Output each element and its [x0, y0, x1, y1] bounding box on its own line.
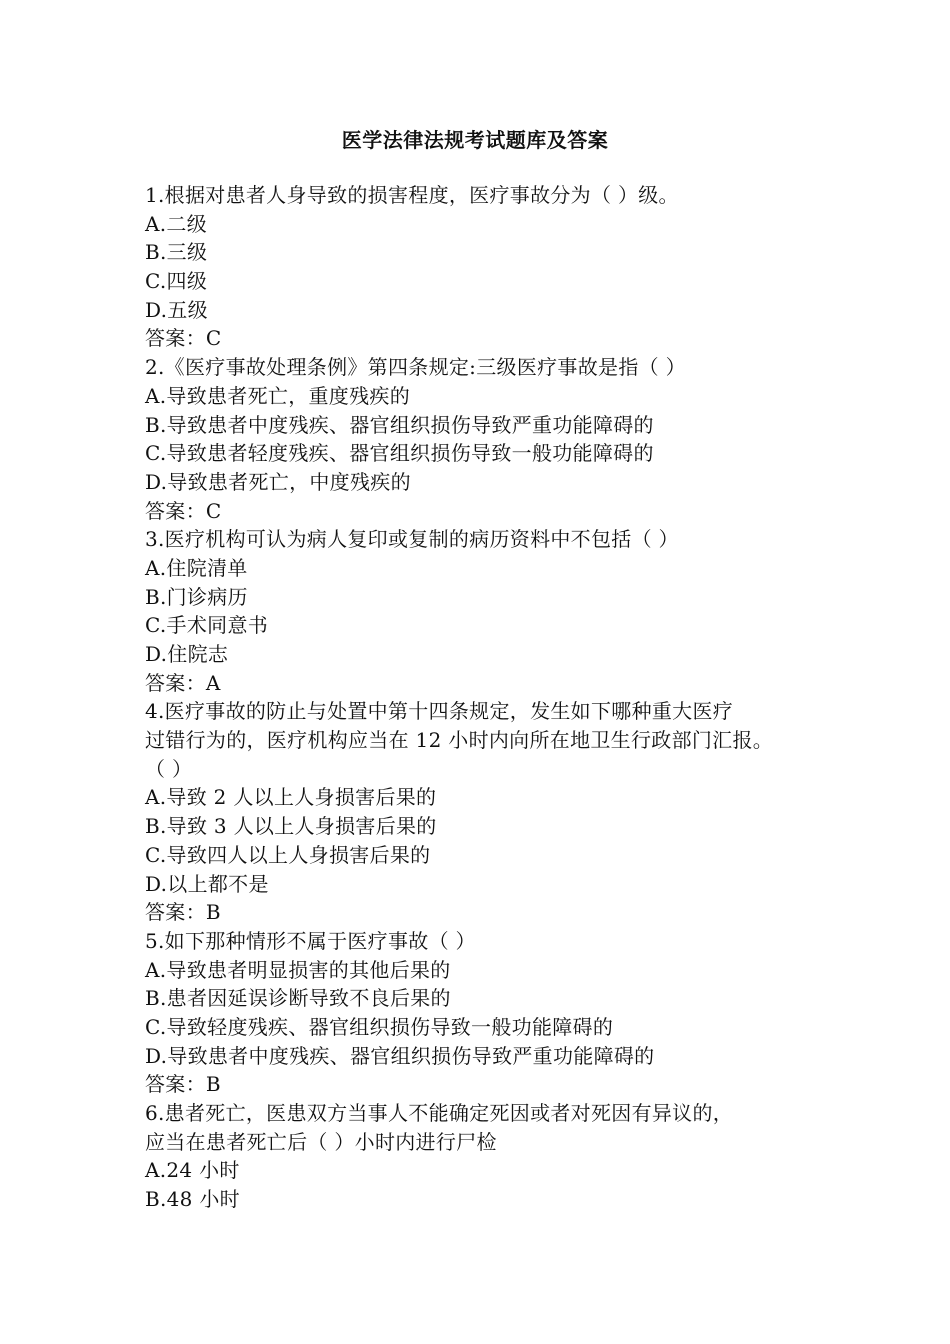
option-b: B.48 小时 [145, 1187, 240, 1212]
question-stem-continued: （ ） [145, 756, 193, 781]
option-a: A.导致患者明显损害的其他后果的 [145, 957, 451, 982]
option-a: A.导致患者死亡，重度残疾的 [145, 383, 411, 408]
option-d: D.以上都不是 [145, 871, 269, 896]
option-b: B.导致 3 人以上人身损害后果的 [145, 814, 437, 839]
question-2 [145, 353, 835, 525]
option-a: A.导致 2 人以上人身损害后果的 [145, 785, 437, 810]
question-stem: 5.如下那种情形不属于医疗事故（ ） [145, 928, 476, 953]
question-stem-continued: 应当在患者死亡后（ ）小时内进行尸检 [145, 1129, 497, 1154]
option-b: B.三级 [145, 240, 208, 265]
option-a: A.二级 [145, 211, 208, 236]
option-d: D.五级 [145, 297, 208, 322]
question-stem: 6.患者死亡，医患双方当事人不能确定死因或者对死因有异议的， [145, 1101, 734, 1125]
answer: 答案：B [145, 900, 221, 925]
option-c: C.手术同意书 [145, 613, 269, 638]
answer: 答案：A [145, 670, 221, 695]
question-stem: 3.医疗机构可认为病人复印或复制的病历资料中不包括（ ） [145, 527, 679, 552]
question-5 [145, 927, 835, 1099]
question-stem: 1.根据对患者人身导致的损害程度，医疗事故分为（ ）级。 [145, 183, 679, 207]
answer: 答案：C [145, 498, 222, 523]
question-stem: 4.医疗事故的防止与处置中第十四条规定，发生如下哪种重大医疗 [145, 699, 734, 724]
answer: 答案：C [145, 326, 222, 351]
option-a: A.24 小时 [145, 1158, 240, 1183]
question-3 [145, 525, 835, 697]
question-stem-continued: 过错行为的，医疗机构应当在 12 小时内向所在地卫生行政部门汇报。 [145, 728, 774, 753]
option-c: C.四级 [145, 269, 208, 294]
option-b: B.导致患者中度残疾、器官组织损伤导致严重功能障碍的 [145, 412, 654, 437]
option-c: C.导致四人以上人身损害后果的 [145, 842, 431, 867]
question-stem: 2.《医疗事故处理条例》第四条规定:三级医疗事故是指（ ） [145, 355, 686, 380]
option-b: B.门诊病历 [145, 584, 248, 609]
question-4 [145, 697, 835, 927]
option-c: C.导致患者轻度残疾、器官组织损伤导致一般功能障碍的 [145, 441, 654, 466]
document-body [145, 181, 835, 1214]
option-a: A.住院清单 [145, 555, 248, 580]
answer: 答案：B [145, 1072, 221, 1097]
question-1 [145, 181, 835, 353]
option-d: D.导致患者中度残疾、器官组织损伤导致严重功能障碍的 [145, 1043, 655, 1068]
option-b: B.患者因延误诊断导致不良后果的 [145, 986, 451, 1011]
document-title: 医学法律法规考试题库及答案 [341, 128, 609, 152]
option-d: D.导致患者死亡，中度残疾的 [145, 469, 411, 494]
option-c: C.导致轻度残疾、器官组织损伤导致一般功能障碍的 [145, 1014, 614, 1039]
option-d: D.住院志 [145, 642, 229, 666]
question-6 [145, 1099, 835, 1214]
